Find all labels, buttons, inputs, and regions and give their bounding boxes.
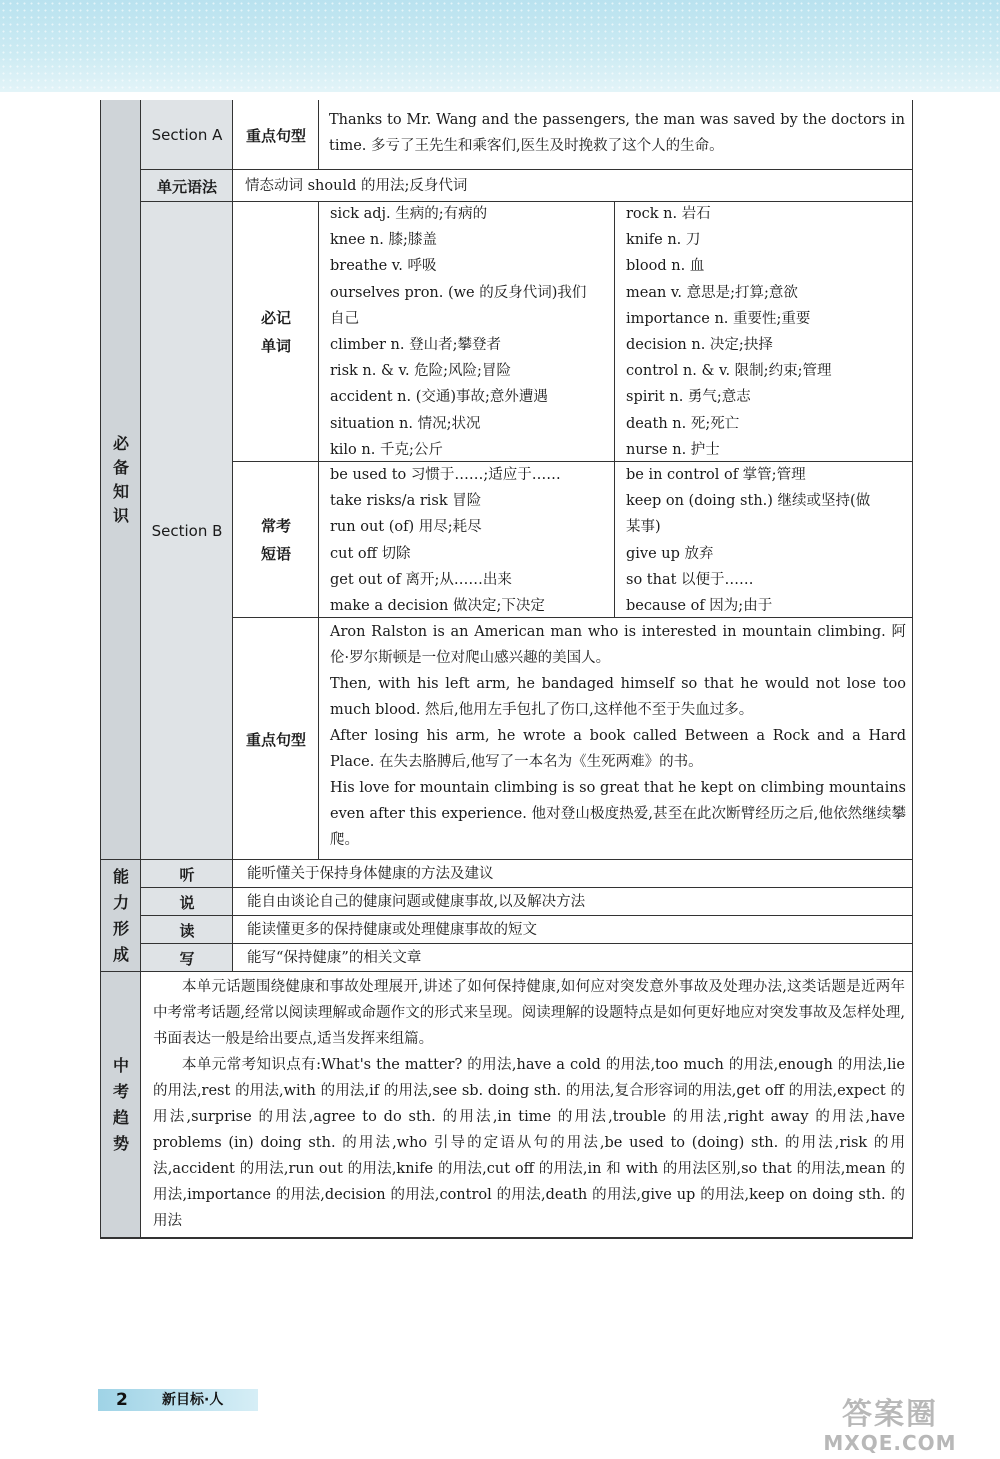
- watermark-text: 答案圈: [842, 1397, 938, 1432]
- key-sentence: Then, with his left arm, he bandaged himself so that he would not lose too much blood. 然后,他用左手包扎了伤口,这样他不至于失血过多。: [330, 676, 906, 718]
- list-item: be used to 习惯于……;适应于……: [330, 467, 561, 483]
- section-a-sentence: Thanks to Mr. Wang and the passengers, the man was saved by the doctors in time. 多亏了王先生和乘客们,医生及时挽救了这个人的生命。: [329, 112, 905, 154]
- summary-table: [100, 100, 913, 1239]
- section-a-key-sentences-label: 重点句型: [245, 126, 306, 145]
- list-item: sick adj. 生病的;有病的: [330, 206, 488, 222]
- ability-text-speak: 能自由谈论自己的健康问题或健康事故,以及解决方法: [247, 894, 586, 910]
- ability-skill-write: 写: [179, 949, 195, 968]
- list-item: kilo n. 千克;公斤: [330, 441, 443, 458]
- phrases-left-list: [330, 462, 612, 619]
- list-item: cut off 切除: [330, 545, 411, 562]
- phrases-label: 常考 短语: [260, 517, 291, 563]
- book-title: 新目标·人: [162, 1392, 224, 1408]
- list-item: breathe v. 呼吸: [330, 258, 437, 275]
- grammar-text: 情态动词 should 的用法;反身代词: [245, 178, 468, 194]
- vocab-left-list: [330, 201, 612, 463]
- list-item: get out of 离开;从……出来: [330, 571, 512, 588]
- section-a-label: Section A: [151, 126, 223, 144]
- key-sentence: His love for mountain climbing is so great that he kept on climbing mountains even after this experience. 他对登山极度热爱,甚至在此次断臂经历之后,他依然继续攀爬。: [330, 780, 906, 848]
- list-item: knee n. 膝;膝盖: [330, 232, 437, 249]
- list-item: be in control of 掌管;管理: [626, 467, 806, 483]
- list-item: mean v. 意思是;打算;意欲: [626, 284, 798, 301]
- list-item: importance n. 重要性;重要: [626, 310, 811, 327]
- section-b-sentences: [330, 619, 906, 853]
- ability-skill-speak: 说: [179, 893, 195, 912]
- list-item: death n. 死;死亡: [626, 415, 740, 432]
- watermark-logo: [800, 1395, 980, 1457]
- ability-text-listen: 能听懂关于保持身体健康的方法及建议: [247, 866, 494, 882]
- list-item: take risks/a risk 冒险: [330, 493, 482, 510]
- list-item: give up 放弃: [626, 545, 714, 562]
- list-item: keep on (doing sth.) 继续或坚持(做: [626, 493, 871, 510]
- list-item: situation n. 情况;状况: [330, 415, 481, 432]
- watermark-url: MXQE.COM: [823, 1431, 957, 1455]
- knowledge-side-label: 必 备 知 识: [112, 434, 129, 525]
- key-sentence: Aron Ralston is an American man who is interested in mountain climbing. 阿伦·罗尔斯顿是一位对爬山感兴趣的美国人。: [330, 624, 906, 666]
- list-item: 某事): [626, 519, 661, 536]
- list-item: so that 以便于……: [626, 571, 754, 588]
- header-decoration-band: [0, 0, 1000, 92]
- list-item: climber n. 登山者;攀登者: [330, 336, 501, 353]
- section-b-key-sentences-label: 重点句型: [245, 730, 306, 749]
- page-number: 2: [116, 1390, 128, 1410]
- list-item: because of 因为;由于: [626, 597, 773, 614]
- list-item: blood n. 血: [626, 258, 705, 275]
- ability-skill-listen: 听: [179, 865, 195, 884]
- trend-text: [153, 974, 905, 1234]
- vocab-label: 必记 单词: [260, 309, 291, 355]
- list-item: risk n. & v. 危险;风险;冒险: [330, 363, 511, 380]
- key-sentence: After losing his arm, he wrote a book called Between a Rock and a Hard Place. 在失去胳膊后,他写了一本名为《生死两难》的书。: [330, 728, 906, 770]
- ability-skill-read: 读: [179, 921, 195, 940]
- vocab-right-list: [626, 201, 908, 463]
- ability-text-read: 能读懂更多的保持健康或处理健康事故的短文: [247, 922, 537, 938]
- trend-paragraph: 本单元话题围绕健康和事故处理展开,讲述了如何保持健康,如何应对突发意外事故及处理办法,这类话题是近两年中考常考话题,经常以阅读理解或命题作文的形式来呈现。阅读理解的设题特点是如何更好地应对突发事故及怎样处理,书面表达一般是给出要点,适当发挥来组篇。: [153, 979, 905, 1047]
- section-b-label: Section B: [151, 522, 223, 540]
- list-item: control n. & v. 限制;约束;管理: [626, 363, 832, 380]
- list-item: 自己: [330, 310, 359, 327]
- list-item: ourselves pron. (we 的反身代词)我们: [330, 284, 587, 301]
- list-item: rock n. 岩石: [626, 206, 711, 222]
- phrases-right-list: [626, 462, 908, 619]
- trend-side-label: 中 考 趋 势: [112, 1056, 129, 1153]
- trend-paragraph: 本单元常考知识点有:What's the matter? 的用法,have a cold 的用法,too much 的用法,enough 的用法,lie 的用法,rest 的用法,with 的用法,if 的用法,see sb. doing sth. 的用法,复合形容词的用法,get off 的用法,expect 的用法,surprise 的用法,agree to do sth. 的用法,in time 的用法,trouble 的用法,right away 的用法,have problems (in) doing sth. 的用法,who 引导的定语从句的用法,be used to (doing) sth. 的用法,risk 的用法,accident 的用法,run out 的用法,knife 的用法,cut off 的用法,in 和 with 的用法区别,so that 的用法,mean 的用法,importance 的用法,decision 的用法,control 的用法,death 的用法,give up 的用法,keep on doing sth. 的用法: [153, 1057, 905, 1229]
- list-item: run out (of) 用尽;耗尽: [330, 519, 482, 536]
- ability-side-label: 能 力 形 成: [112, 867, 129, 964]
- grammar-label: 单元语法: [156, 177, 217, 196]
- list-item: knife n. 刀: [626, 232, 701, 249]
- list-item: nurse n. 护士: [626, 441, 720, 458]
- list-item: make a decision 做决定;下决定: [330, 597, 545, 614]
- ability-text-write: 能写“保持健康”的相关文章: [247, 950, 422, 966]
- list-item: accident n. (交通)事故;意外遭遇: [330, 389, 548, 406]
- list-item: decision n. 决定;抉择: [626, 336, 773, 353]
- list-item: spirit n. 勇气;意志: [626, 389, 751, 406]
